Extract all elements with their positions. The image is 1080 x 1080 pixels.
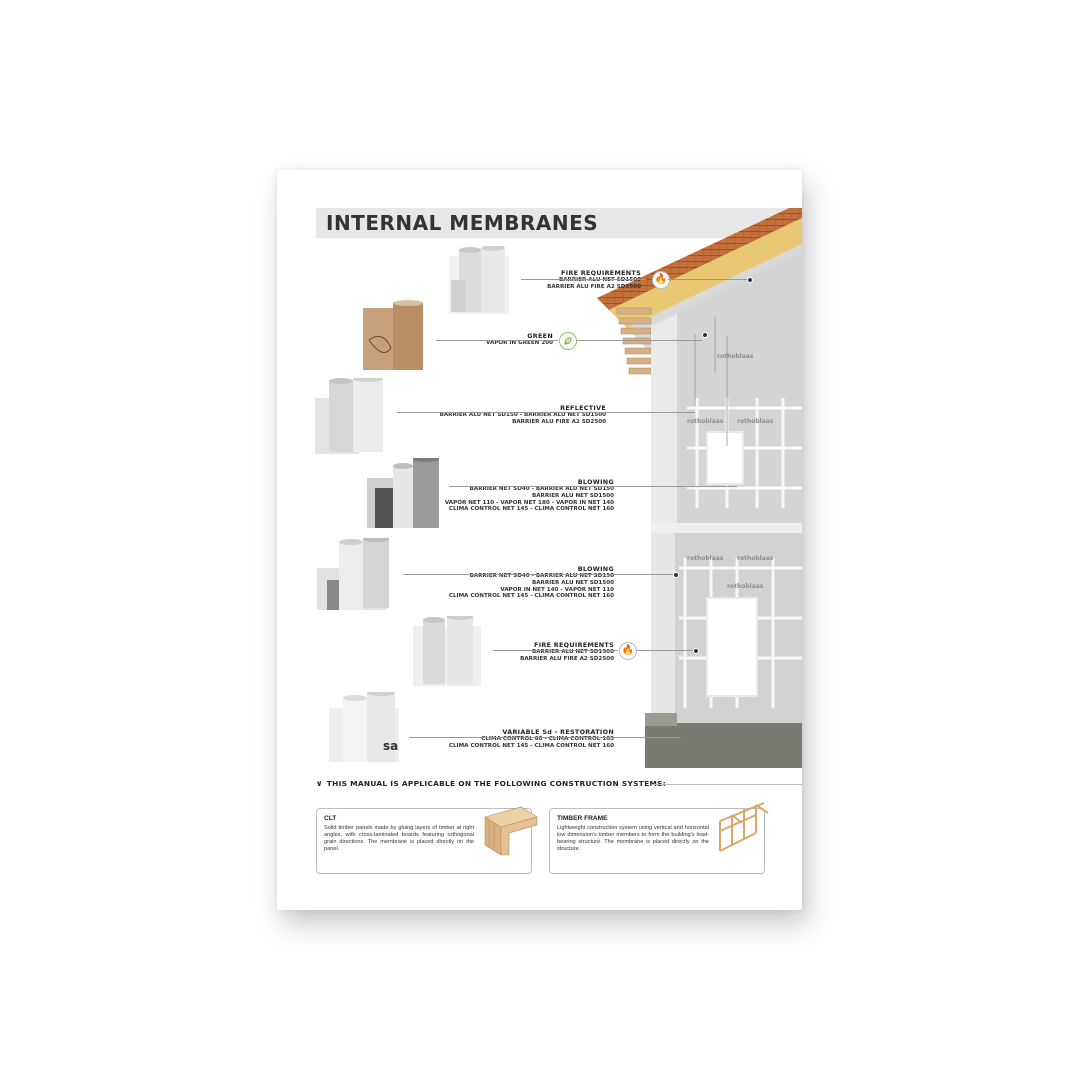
callout-heading: FIRE REQUIREMENTS (534, 641, 614, 649)
callout-reflective (417, 404, 606, 426)
system-card-timber-frame (549, 808, 765, 874)
timber-frame-icon (712, 801, 774, 857)
wall-brand-text-3: rothoblaas (737, 418, 774, 425)
callout-variable-sd (437, 728, 614, 750)
leader-line (576, 340, 702, 341)
flame-icon: 🔥 (654, 274, 668, 285)
system-card-clt (316, 808, 532, 874)
leader-line (403, 574, 673, 575)
callout-line: BARRIER ALU NET SD1500 (531, 492, 614, 499)
callout-line: BARRIER ALU NET SD1500 (558, 277, 641, 283)
system-card-title: CLT (324, 815, 337, 822)
callout-line: BARRIER ALU NET SD1500 (531, 649, 614, 655)
membrane-roll-image-2 (363, 300, 425, 370)
wall-brand-text-4: rothoblaas (687, 555, 724, 562)
leader-line (668, 279, 752, 280)
leader-line (436, 340, 558, 341)
manual-page (277, 170, 802, 910)
callout-heading: FIRE REQUIREMENTS (561, 269, 641, 277)
membrane-roll-image-4 (367, 458, 443, 528)
callout-line: BARRIER ALU NET SD1500 (531, 579, 614, 586)
system-card-description: Lightweight construction system using vertical and horizontal low dimension's timber members to form the building's load-bearing structure. The membrane is placed directly on the structure. (557, 825, 709, 852)
leader-line (397, 412, 695, 413)
callout-line: BARRIER NET SD40 - BARRIER ALU NET SD150 (469, 573, 614, 579)
wall-brand-text-2: rothoblaas (687, 418, 724, 425)
callout-line: BARRIER ALU NET SD150 - BARRIER ALU NET SD1500 (439, 412, 606, 418)
green-badge (559, 332, 577, 350)
system-card-description: Solid timber panels made by gluing layers of timber at right angles, with cross-laminated boards featuring orthogonal grain directions. The membrane is placed directly on the panel. (324, 825, 474, 852)
flame-icon: 🔥 (621, 645, 635, 656)
callout-line: VAPOR NET 110 - VAPOR NET 180 - VAPOR IN NET 140 (444, 499, 614, 506)
leader-dot (747, 277, 753, 283)
svg-text:sa: sa (383, 739, 399, 753)
leader-dot (673, 572, 679, 578)
system-card-title: TIMBER FRAME (557, 815, 608, 822)
callout-line: BARRIER NET SD40 - BARRIER ALU NET SD150 (469, 486, 614, 492)
leader-line (521, 279, 646, 280)
callout-line: VAPOR IN GREEN 200 (486, 340, 553, 346)
fire-badge (652, 271, 670, 289)
section-divider (651, 784, 802, 785)
leader-line (409, 737, 681, 738)
callout-heading: GREEN (527, 332, 553, 340)
fire-badge (619, 642, 637, 660)
house-cutaway-illustration (587, 208, 802, 768)
wall-brand-text-1: rothoblaas (717, 353, 754, 360)
membrane-roll-image-5 (317, 538, 393, 610)
callout-line: BARRIER ALU FIRE A2 SD2500 (547, 283, 641, 290)
leader-dot (702, 332, 708, 338)
callout-heading: VARIABLE Sd - RESTORATION (502, 728, 614, 736)
callout-line: BARRIER ALU FIRE A2 SD2500 (520, 655, 614, 662)
chevron-down-icon: ∨ (316, 779, 323, 788)
clt-panel-icon (479, 803, 541, 857)
leaf-icon (563, 336, 573, 346)
callout-fire-requirements-bottom (477, 641, 614, 663)
callout-blowing-upper (437, 478, 614, 513)
leader-line (636, 650, 694, 651)
leader-line (493, 650, 618, 651)
callout-heading: REFLECTIVE (560, 404, 606, 412)
callout-line: CLIMA CONTROL NET 145 - CLIMA CONTROL NET 160 (448, 593, 614, 600)
wall-brand-text-6: rothoblaas (727, 583, 764, 590)
callout-heading: BLOWING (577, 478, 614, 486)
membrane-roll-image-6 (409, 616, 485, 686)
callout-heading: BLOWING (577, 565, 614, 573)
membrane-roll-image-7 (329, 692, 401, 762)
callout-line: BARRIER ALU FIRE A2 SD2500 (512, 418, 606, 425)
leader-line (449, 486, 737, 487)
page-title: INTERNAL MEMBRANES (326, 211, 599, 235)
callout-line: VAPOR IN NET 140 - VAPOR NET 110 (500, 586, 614, 593)
callout-line: CLIMA CONTROL NET 145 - CLIMA CONTROL NET 160 (448, 506, 614, 513)
leader-dot (693, 648, 699, 654)
section-heading (316, 779, 666, 788)
wall-brand-text-5: rothoblaas (737, 555, 774, 562)
callout-line: CLIMA CONTROL 80 - CLIMA CONTROL 105 (481, 736, 614, 742)
callout-blowing-lower (437, 565, 614, 600)
callout-line: CLIMA CONTROL NET 145 - CLIMA CONTROL NET 160 (448, 742, 614, 749)
membrane-roll-image-3 (315, 378, 387, 454)
section-heading-text: THIS MANUAL IS APPLICABLE ON THE FOLLOWING CONSTRUCTION SYSTEMS: (326, 779, 666, 788)
